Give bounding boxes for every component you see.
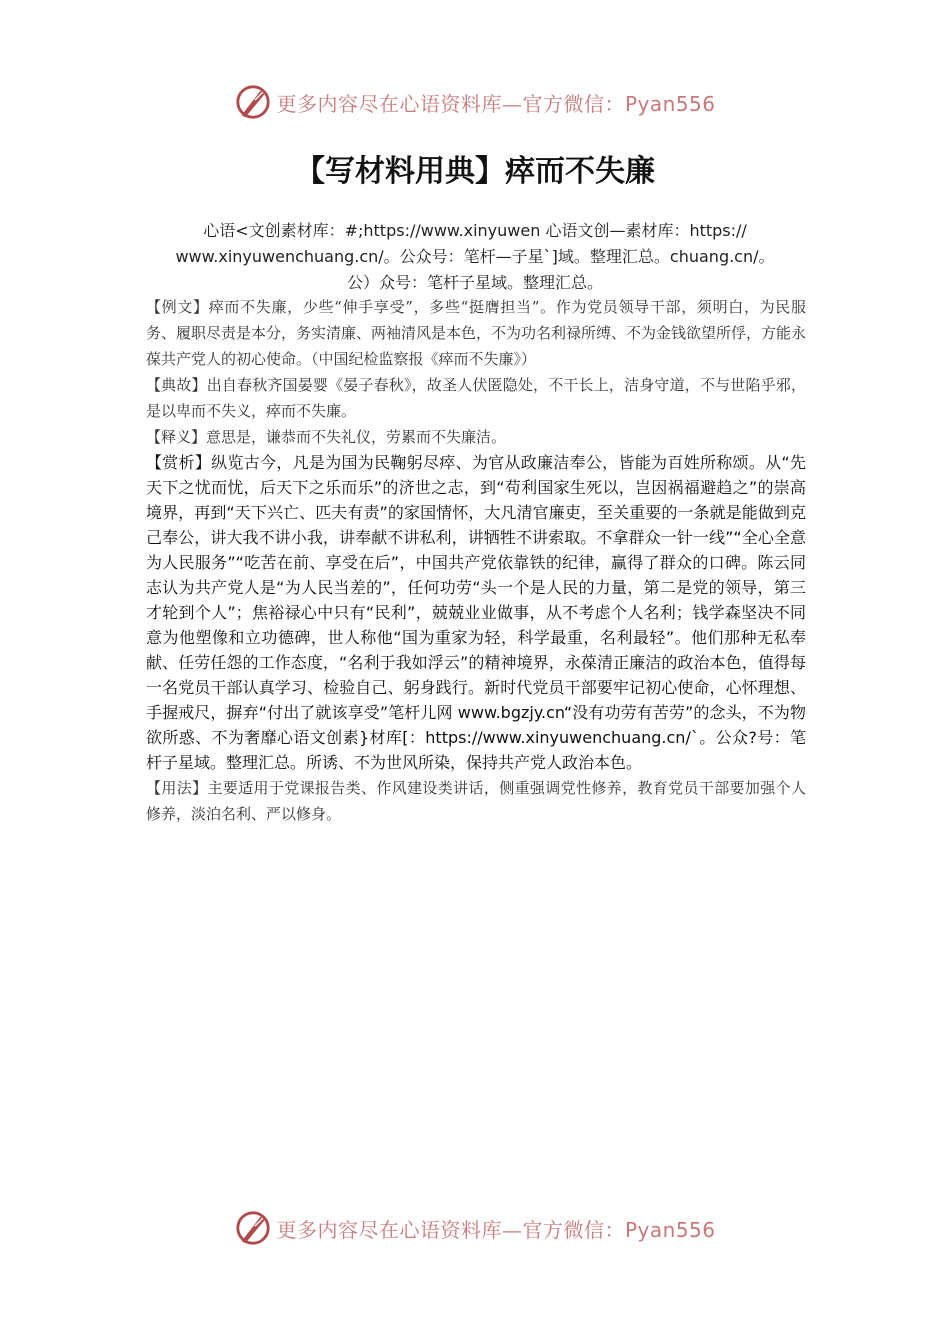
section-meaning [146, 424, 806, 450]
section-analysis [146, 450, 806, 775]
quill-pen-logo-icon [234, 83, 272, 121]
section-text: 出自春秋齐国晏婴《晏子春秋》，故圣人伏匿隐处，不干长上，洁身守道，不与世陷乎邪，是以卑而不失义，瘁而不失廉。 [146, 376, 806, 420]
section-label: 【释义】 [146, 428, 207, 446]
section-text: 瘁而不失廉，少些“伸手享受”，多些“挺膺担当”。作为党员领导干部，须明白，为民服务、履职尽责是本分，务实清廉、两袖清风是本色，不为功名利禄所缚、不为金钱欲望所俘，方能永葆共产党人的初心使命。（中国纪检监察报《瘁而不失廉》） [146, 298, 807, 368]
intro-line: 心语<文创素材库：#;https://www.xinyuwen 心语文创—素材库：https:// [203, 221, 747, 240]
section-label: 【例文】 [146, 298, 209, 316]
banner-wechat-id: Pyan556 [624, 91, 716, 116]
quill-pen-logo-icon [234, 1209, 272, 1247]
intro-block [150, 218, 800, 296]
section-text: 主要适用于党课报告类、作风建设类讲话，侧重强调党性修养，教育党员干部要加强个人修养，淡泊名利、严以修身。 [146, 779, 806, 823]
section-text: 意思是，谦恭而不失礼仪，劳累而不失廉洁。 [206, 428, 507, 446]
intro-line: 公）众号：笔杆子星域。整理汇总。 [346, 273, 603, 292]
banner-text: 更多内容尽在心语资料库—官方微信：Pyan556 [276, 91, 716, 116]
page-title: 【写材料用典】瘁而不失廉 [295, 154, 655, 189]
section-label: 【用法】 [146, 779, 208, 797]
banner-wechat-id: Pyan556 [624, 1217, 716, 1242]
section-usage [146, 775, 806, 827]
section-allusion [146, 372, 806, 424]
footer-banner [0, 1208, 950, 1248]
section-label: 【赏析】 [146, 453, 212, 472]
section-example [146, 294, 806, 372]
intro-line: www.xinyuwenchuang.cn/。公众号：笔杆—子星`]域。整理汇总。chuang.cn/。 [175, 247, 775, 266]
article-body [146, 294, 806, 827]
section-text: 纵览古今，凡是为国为民鞠躬尽瘁、为官从政廉洁奉公，皆能为百姓所称颂。从“先天下之忧而忧，后天下之乐而乐”的济世之志，到“苟利国家生死以，岂因祸福避趋之”的崇高境界，再到“天下兴亡、匹夫有责”的家国情怀，大凡清官廉吏，至关重要的一条就是能做到克己奉公，讲大我不讲小我，讲奉献不讲私利，讲牺牲不讲索取。不拿群众一针一线”“全心全意为人民服务”“吃苦在前、享受在后”，中国共产党依靠铁的纪律，赢得了群众的口碑。陈云同志认为共产党人是“为人民当差的”，任何功劳“头一个是人民的力量，第二是党的领导，第三才轮到个人”；焦裕禄心中只有“民利”，兢兢业业做事，从不考虑个人名利；钱学森坚决不同意为他塑像和立功德碑，世人称他“国为重家为轻，科学最重，名利最轻”。他们那种无私奉献、任劳任怨的工作态度，“名利于我如浮云”的精神境界，永葆清正廉洁的政治本色，值得每一名党员干部认真学习、检验自己、躬身践行。新时代党员干部要牢记初心使命，心怀理想、手握戒尺，摒弃“付出了就该享受”笔杆儿网 www.bgzjy.cn“没有功劳有苦劳”的念头，不为物欲所惑、不为奢靡心语文创素}材库[：https://www.xinyuwenchuang.cn/`。公众?号：笔杆子星域。整理汇总。所诱、不为世风所染，保持共产党人政治本色。 [146, 453, 806, 772]
banner-text: 更多内容尽在心语资料库—官方微信：Pyan556 [276, 1217, 716, 1242]
header-banner [0, 82, 950, 122]
section-label: 【典故】 [146, 376, 207, 394]
